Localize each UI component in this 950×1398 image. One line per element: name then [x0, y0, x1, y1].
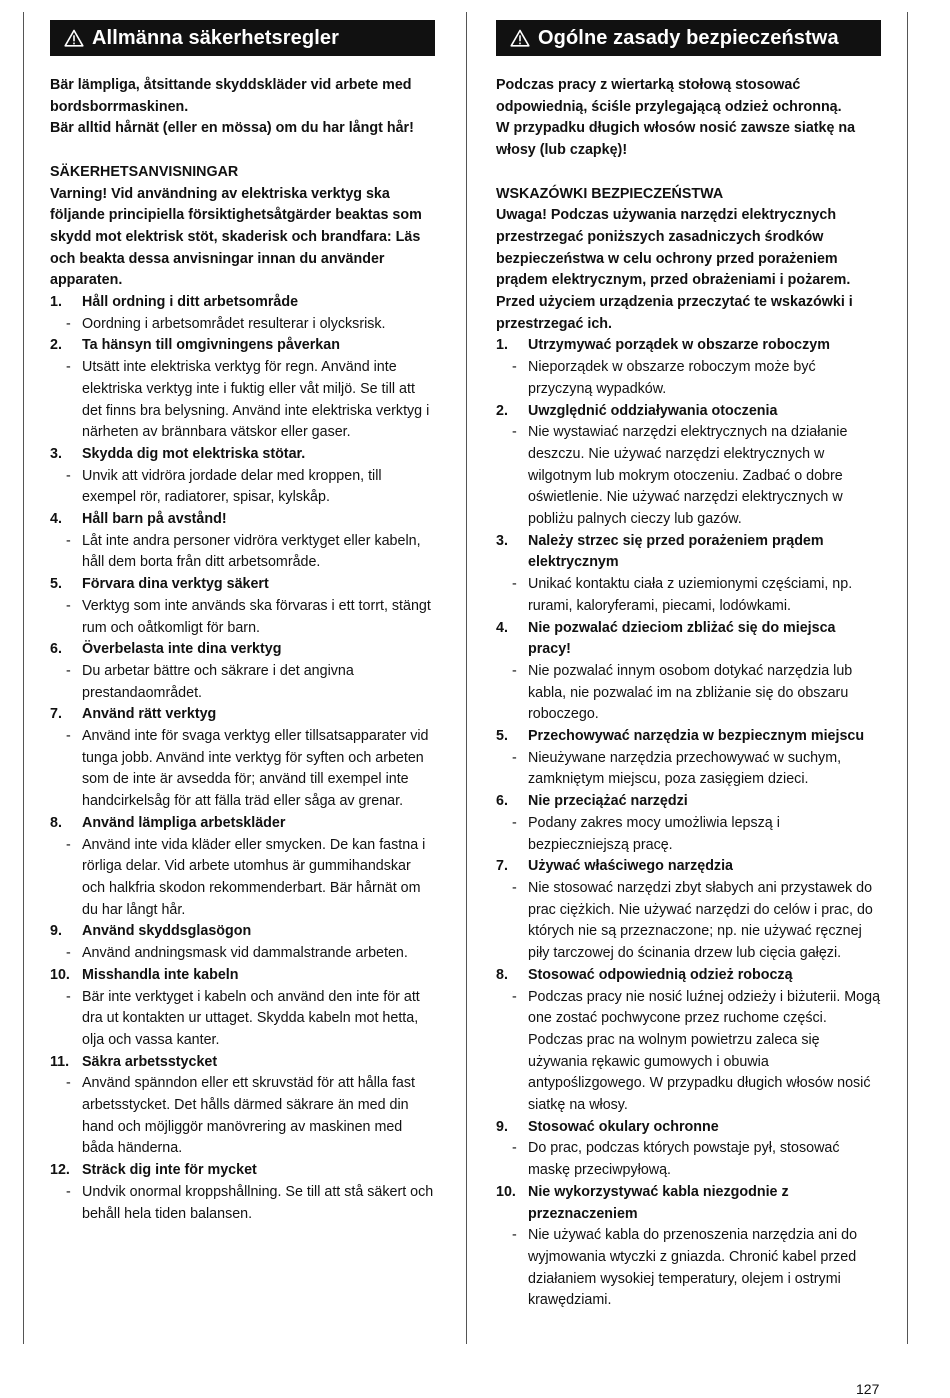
list-item: 2. Uwzględnić oddziaływania otoczenia - Nie wystawiać narzędzi elektrycznych na działanie deszczu. Nie używać narzędzi elektrycznych w wilgotnym lub mokrym otoczeniu. Zadbać o dobre oświetlenie. Nie używać narzędzi elektrycznych w pobliżu palnych cieczy lub gazów. [496, 402, 848, 528]
item-text: Utsätt inte elektriska verktyg för regn. Använd inte elektriska verktyg inte i fuktig eller våt miljö. Se till att det finns bra belysning. Använd inte elektriska verktyg i närheten av brännbara vätskor eller gaser. [82, 359, 430, 441]
item-number: 12. [50, 1162, 70, 1179]
list-item: 8. Använd lämpliga arbetskläder - Använd inte vida kläder eller smycken. De kan fastna i rörliga delar. Vid arbete utomhus är gummihandskar och halkfria skodon rekommenderbart. Bär hårnät om du har långt hår. [50, 814, 426, 918]
item-title: Stosować okulary ochronne [528, 1118, 719, 1135]
column-divider-rule [466, 12, 467, 1344]
item-number: 10. [50, 966, 70, 983]
swedish-intro [50, 75, 435, 140]
item-title: Sträck dig inte för mycket [82, 1162, 257, 1179]
item-text: Unvik att vidröra jordade delar med kroppen, till exempel rör, radiatorer, spisar, kylskåp. [82, 467, 382, 506]
item-number: 3. [50, 445, 62, 462]
list-item: 9. Använd skyddsglasögon - Använd andningsmask vid dammalstrande arbeten. [50, 923, 408, 962]
list-item: 7. Używać właściwego narzędzia - Nie stosować narzędzi zbyt słabych ani przystawek do prac ciężkich. Nie używać narzędzi do celów i prac, do których nie są przeznaczone; np. nie używać ręcznej piły tarczowej do ścinania drzew lub cięcia gałęzi. [496, 858, 873, 962]
item-title: Använd lämpliga arbetskläder [82, 814, 286, 831]
polish-title-banner [496, 20, 881, 56]
item-number: 3. [496, 532, 508, 549]
item-number: 5. [50, 576, 62, 593]
item-title: Nie wykorzystywać kabla niezgodnie z przeznaczeniem [528, 1183, 789, 1222]
list-item: 3. Skydda dig mot elektriska stötar. - Unvik att vidröra jordade delar med kroppen, till exempel rör, radiatorer, spisar, kylskåp. [50, 445, 382, 506]
polish-section-intro: Uwaga! Podczas używania narzędzi elektrycznych przestrzegać poniższych zasadniczych środków bezpieczeństwa w celu ochrony przed porażeniem prądem elektrycznym, przed obrażeniami i pożarem. Przed użyciem urządzenia przeczytać te wskazówki i przestrzegać ich. [496, 207, 853, 332]
item-text: Unikać kontaktu ciała z uziemionymi częściami, np. rurami, kaloryferami, piecami, lodówkami. [528, 576, 853, 614]
item-text: Podczas pracy nie nosić luźnej odzieży i biżuterii. Mogą one zostać pochwycone przez ruchome części. Podczas prac na wolnym powietrzu zaleca się używania rękawic gumowych i obuwia antypoślizgowego. W przypadku długich włosów nosić siatkę na włosy. [528, 988, 881, 1114]
item-number: 4. [496, 619, 508, 636]
item-text: Använd spänndon eller ett skruvstäd för att hålla fast arbetsstycket. Det hålls därmed säkrare än med din hand och möjliggör manövrering av maskinen med båda händerna. [82, 1075, 415, 1157]
swedish-intro-line-1: Bär lämpliga, åtsittande skyddskläder vid arbete med bordsborrmaskinen. [50, 77, 412, 115]
item-title: Förvara dina verktyg säkert [82, 576, 269, 593]
item-number: 11. [50, 1053, 70, 1070]
item-number: 7. [50, 706, 62, 723]
right-margin-rule [907, 12, 908, 1344]
item-text: Podany zakres mocy umożliwia lepszą i bezpieczniejszą pracę. [528, 814, 780, 853]
item-number: 1. [50, 294, 62, 311]
item-text: Använd inte vida kläder eller smycken. De kan fastna i rörliga delar. Vid arbete utomhus är gummihandskar och halkfria skodon rekommenderbart. Bär hårnät om du har långt hår. [82, 836, 426, 918]
item-text: Nie stosować narzędzi zbyt słabych ani przystawek do prac ciężkich. Nie używać narzędzi do celów i prac, do których nie są przeznaczone; np. nie używać ręcznej piły tarczowej do ścinania drzew lub cięcia gałęzi. [528, 880, 873, 962]
polish-intro-line-2: W przypadku długich włosów nosić zawsze siatkę na włosy (lub czapkę)! [496, 120, 856, 159]
item-text: Använd andningsmask vid dammalstrande arbeten. [82, 945, 408, 962]
item-title: Håll ordning i ditt arbetsområde [82, 294, 299, 311]
left-margin-rule [23, 12, 24, 1344]
polish-title: Ogólne zasady bezpieczeństwa [538, 26, 839, 49]
item-text: Nieporządek w obszarze roboczym może być przyczyną wypadków. [528, 359, 816, 397]
item-title: Stosować odpowiednią odzież roboczą [528, 966, 793, 983]
list-item: 12. Sträck dig inte för mycket - Undvik onormal kroppshållning. Se till att stå säkert och behåll hela tiden balansen. [50, 1162, 434, 1222]
item-number: 2. [50, 337, 62, 354]
item-title: Uwzględnić oddziaływania otoczenia [528, 402, 778, 419]
item-text: Do prac, podczas których powstaje pył, stosować maskę przeciwpyłową. [528, 1140, 840, 1179]
item-text: Du arbetar bättre och säkrare i det angivna prestandaområdet. [82, 662, 354, 701]
item-number: 6. [496, 793, 508, 810]
item-number: 7. [496, 858, 508, 875]
polish-body [496, 75, 881, 1312]
list-item: 10. Nie wykorzystywać kabla niezgodnie z przeznaczeniem - Nie używać kabla do przenoszenia narzędzia ani do wyjmowania wtyczki z gniazda. Chronić kabel przed działaniem wysokiej temperatury, olejem i ostrymi krawędziami. [496, 1183, 858, 1309]
item-number: 5. [496, 728, 508, 745]
item-text: Låt inte andra personer vidröra verktyget eller kabeln, håll dem borta från ditt arbetsområde. [82, 532, 421, 571]
swedish-title-banner [50, 20, 435, 56]
item-number: 9. [496, 1118, 508, 1135]
item-number: 9. [50, 923, 62, 940]
swedish-title: Allmänna säkerhetsregler [92, 26, 339, 49]
list-item: 11. Säkra arbetsstycket - Använd spänndon eller ett skruvstäd för att hålla fast arbetsstycket. Det hålls därmed säkrare än med din hand och möjliggör manövrering av maskinen med båda händerna. [50, 1053, 415, 1157]
item-number: 6. [50, 641, 62, 658]
swedish-section-intro: Varning! Vid användning av elektriska verktyg ska följande principiella försiktighetsåtgärder beaktas som skydd mot elektrisk stöt, skaderisk och brandfara: Läs och beakta dessa anvisningar innan du använder apparaten. [50, 185, 422, 289]
item-title: Ta hänsyn till omgivningens påverkan [82, 337, 340, 354]
warning-triangle-icon [64, 29, 84, 47]
swedish-body [50, 75, 435, 1225]
list-item: 5. Przechowywać narzędzia w bezpiecznym miejscu - Nieużywane narzędzia przechowywać w suchym, zamkniętym miejscu, poza zasięgiem dzieci. [496, 728, 865, 788]
item-title: Nie pozwalać dzieciom zbliżać się do miejsca pracy! [528, 619, 836, 658]
item-number: 8. [496, 966, 508, 983]
swedish-section-title: SÄKERHETSANVISNINGAR [50, 163, 239, 180]
list-item: 3. Należy strzec się przed porażeniem prądem elektrycznym - Unikać kontaktu ciała z uziemionymi częściami, np. rurami, kaloryferami, piecami, lodówkami. [496, 532, 853, 614]
item-title: Använd rätt verktyg [82, 706, 217, 723]
item-number: 1. [496, 337, 508, 354]
swedish-rules-list [50, 292, 435, 1225]
item-number: 10. [496, 1183, 516, 1200]
item-text: Nieużywane narzędzia przechowywać w suchym, zamkniętym miejscu, poza zasięgiem dzieci. [528, 749, 842, 788]
item-title: Utrzymywać porządek w obszarze roboczym [528, 337, 830, 354]
item-text: Använd inte för svaga verktyg eller tillsatsapparater vid tunga jobb. Använd inte verktyg för syften och arbeten som de inte är avsedda för; använd till exempel inte handcirkelsåg för att fälla träd eller såga av grenar. [82, 728, 429, 810]
item-title: Använd skyddsglasögon [82, 923, 252, 940]
item-text: Nie pozwalać innym osobom dotykać narzędzia lub kabla, nie pozwalać im na zbliżanie się do obszaru roboczego. [528, 662, 853, 723]
swedish-column [50, 20, 435, 1225]
item-title: Håll barn på avstånd! [82, 511, 227, 528]
item-title: Överbelasta inte dina verktyg [82, 641, 282, 658]
list-item: 1. Utrzymywać porządek w obszarze roboczym - Nieporządek w obszarze roboczym może być przyczyną wypadków. [496, 337, 830, 397]
list-item: 6. Överbelasta inte dina verktyg - Du arbetar bättre och säkrare i det angivna prestandaområdet. [50, 641, 354, 701]
item-text: Nie wystawiać narzędzi elektrycznych na działanie deszczu. Nie używać narzędzi elektrycznych w wilgotnym lub mokrym otoczeniu. Zadbać o dobre oświetlenie. Nie używać narzędzi elektrycznych w pobliżu palnych cieczy lub gazów. [528, 424, 848, 528]
item-title: Należy strzec się przed porażeniem prądem elektrycznym [528, 532, 824, 571]
page-number: 127 [856, 1381, 880, 1397]
item-text: Bär inte verktyget i kabeln och använd den inte för att dra ut kontakten ur uttaget. Skydda kabeln mot hetta, olja och vassa kanter. [82, 988, 420, 1048]
item-number: 2. [496, 402, 508, 419]
polish-section-title: WSKAZÓWKI BEZPIECZEŃSTWA [496, 185, 724, 202]
list-item: 4. Nie pozwalać dzieciom zbliżać się do miejsca pracy! - Nie pozwalać innym osobom dotykać narzędzia lub kabla, nie pozwalać im na zbliżanie się do obszaru roboczego. [496, 619, 853, 723]
polish-intro-line-1: Podczas pracy z wiertarką stołową stosować odpowiednią, ściśle przylegającą odzież ochronną. [496, 77, 842, 115]
swedish-intro-line-2: Bär alltid hårnät (eller en mössa) om du har långt hår! [50, 120, 414, 137]
item-text: Undvik onormal kroppshållning. Se till att stå säkert och behåll hela tiden balansen. [82, 1183, 434, 1222]
item-number: 8. [50, 814, 62, 831]
item-title: Säkra arbetsstycket [82, 1053, 218, 1070]
item-title: Skydda dig mot elektriska stötar. [82, 445, 306, 462]
item-text: Nie używać kabla do przenoszenia narzędzia ani do wyjmowania wtyczki z gniazda. Chronić kabel przed działaniem wysokiej temperatury, olejem i ostrymi krawędziami. [528, 1227, 858, 1309]
warning-triangle-icon [510, 29, 530, 47]
list-item: 6. Nie przeciążać narzędzi - Podany zakres mocy umożliwia lepszą i bezpieczniejszą pracę. [496, 793, 780, 853]
list-item: 4. Håll barn på avstånd! - Låt inte andra personer vidröra verktyget eller kabeln, håll dem borta från ditt arbetsområde. [50, 511, 421, 571]
item-title: Przechowywać narzędzia w bezpiecznym miejscu [528, 728, 865, 745]
list-item: 1. Håll ordning i ditt arbetsområde - Oordning i arbetsområdet resulterar i olycksrisk. [50, 294, 386, 332]
item-title: Używać właściwego narzędzia [528, 858, 734, 875]
list-item: 9. Stosować okulary ochronne - Do prac, podczas których powstaje pył, stosować maskę przeciwpyłową. [496, 1118, 840, 1179]
list-item: 8. Stosować odpowiednią odzież roboczą - Podczas pracy nie nosić luźnej odzieży i biżuterii. Mogą one zostać pochwycone przez ruchome części. Podczas prac na wolnym powietrzu zaleca się używania rękawic gumowych i obuwia antypoślizgowego. W przypadku długich włosów nosić siatkę na włosy. [496, 966, 881, 1114]
item-text: Oordning i arbetsområdet resulterar i olycksrisk. [82, 315, 386, 332]
list-item: 10. Misshandla inte kabeln - Bär inte verktyget i kabeln och använd den inte för att dra ut kontakten ur uttaget. Skydda kabeln mot hetta, olja och vassa kanter. [50, 966, 420, 1048]
list-item: 5. Förvara dina verktyg säkert - Verktyg som inte används ska förvaras i ett torrt, stängt rum och oåtkomligt för barn. [50, 576, 431, 636]
item-text: Verktyg som inte används ska förvaras i ett torrt, stängt rum och oåtkomligt för barn. [82, 597, 431, 636]
item-title: Nie przeciążać narzędzi [528, 793, 688, 810]
polish-column [496, 20, 881, 1312]
item-number: 4. [50, 511, 62, 528]
item-title: Misshandla inte kabeln [82, 966, 239, 983]
polish-rules-list [496, 335, 881, 1312]
polish-intro [496, 75, 881, 162]
list-item: 2. Ta hänsyn till omgivningens påverkan - Utsätt inte elektriska verktyg för regn. Använd inte elektriska verktyg inte i fuktig eller våt miljö. Se till att det finns bra belysning. Använd inte elektriska verktyg i närheten av brännbara vätskor eller gaser. [50, 337, 430, 441]
list-item: 7. Använd rätt verktyg - Använd inte för svaga verktyg eller tillsatsapparater vid tunga jobb. Använd inte verktyg för syften och arbeten som de inte är avsedda för; använd till exempel inte handcirkelsåg för att fälla träd eller såga av grenar. [50, 706, 429, 810]
